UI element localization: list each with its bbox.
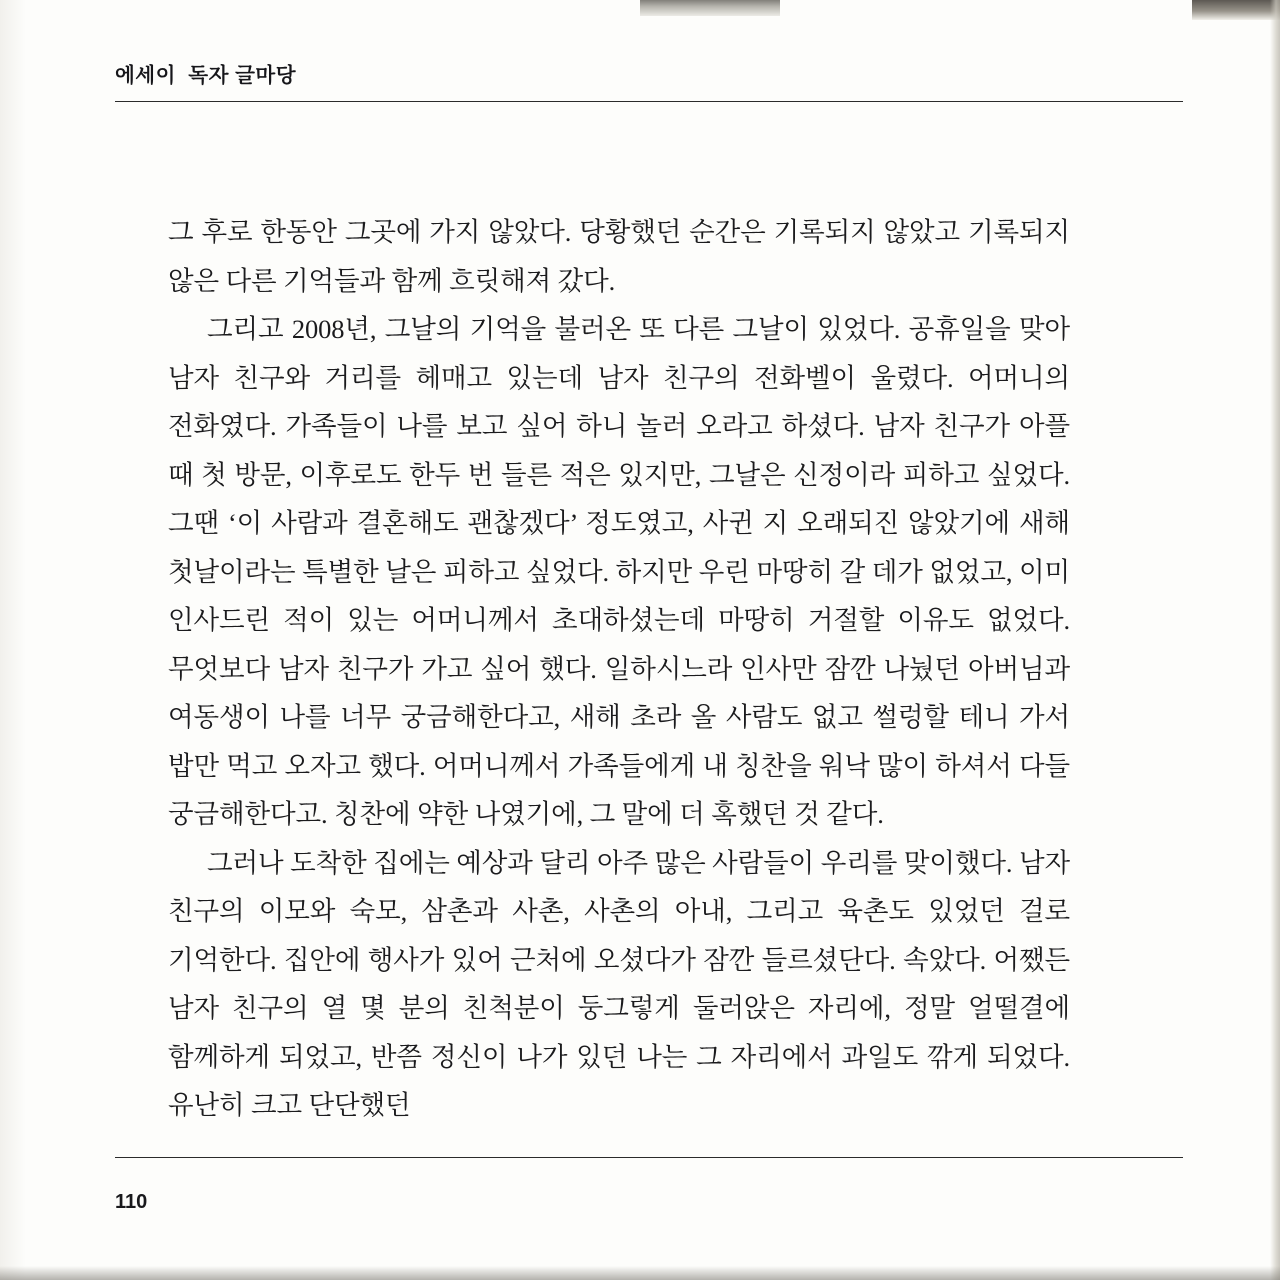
footer-rule <box>115 1157 1183 1158</box>
paragraph-2: 그리고 2008년, 그날의 기억을 불러온 또 다른 그날이 있었다. 공휴일을 맞아 남자 친구와 거리를 헤매고 있는데 남자 친구의 전화벨이 울렸다. 어머니의 전화였다. 가족들이 나를 보고 싶어 하니 놀러 오라고 하셨다. 남자 친구가 아플 때 첫 방문, 이후로도 한두 번 들른 적은 있지만, 그날은 신정이라 피하고 싶었다. 그땐 ‘이 사람과 결혼해도 괜찮겠다’ 정도였고, 사귄 지 오래되진 않았기에 새해 첫날이라는 특별한 날은 피하고 싶었다. 하지만 우린 마땅히 갈 데가 없었고, 이미 인사드린 적이 있는 어머니께서 초대하셨는데 마땅히 거절할 이유도 없었다. 무엇보다 남자 친구가 가고 싶어 했다. 일하시느라 인사만 잠깐 나눴던 아버님과 여동생이 나를 너무 궁금해한다고, 새해 초라 올 사람도 없고 썰렁할 테니 가서 밥만 먹고 오자고 했다. 어머니께서 가족들에게 내 칭찬을 워낙 많이 하셔서 다들 궁금해한다고. 칭찬에 약한 나였기에, 그 말에 더 혹했던 것 같다. <box>168 314 1070 829</box>
paragraph-1: 그 후로 한동안 그곳에 가지 않았다. 당황했던 순간은 기록되지 않았고 기록되지 않은 다른 기억들과 함께 흐릿해져 갔다. <box>168 217 1070 296</box>
body-text-column <box>168 208 1070 1130</box>
scan-top-gutter-shadow <box>640 0 780 16</box>
page-number: 110 <box>115 1191 148 1213</box>
running-head: 에세이 독자 글마당 <box>115 64 297 87</box>
scan-top-right-shadow <box>1192 0 1280 20</box>
header-rule <box>115 101 1183 102</box>
page-left-edge-shading <box>0 0 26 1280</box>
paragraph-3: 그러나 도착한 집에는 예상과 달리 아주 많은 사람들이 우리를 맞이했다. 남자 친구의 이모와 숙모, 삼촌과 사촌, 사촌의 아내, 그리고 육촌도 있었던 걸로 기억한다. 집안에 행사가 있어 근처에 오셨다가 잠깐 들르셨단다. 속았다. 어쨌든 남자 친구의 열 몇 분의 친척분이 둥그렇게 둘러앉은 자리에, 정말 얼떨결에 함께하게 되었고, 반쯤 정신이 나가 있던 나는 그 자리에서 과일도 깎게 되었다. 유난히 크고 단단했던 <box>168 847 1070 1120</box>
scan-right-edge-shadow <box>1270 0 1280 1280</box>
scan-bottom-shadow <box>0 1266 1280 1280</box>
